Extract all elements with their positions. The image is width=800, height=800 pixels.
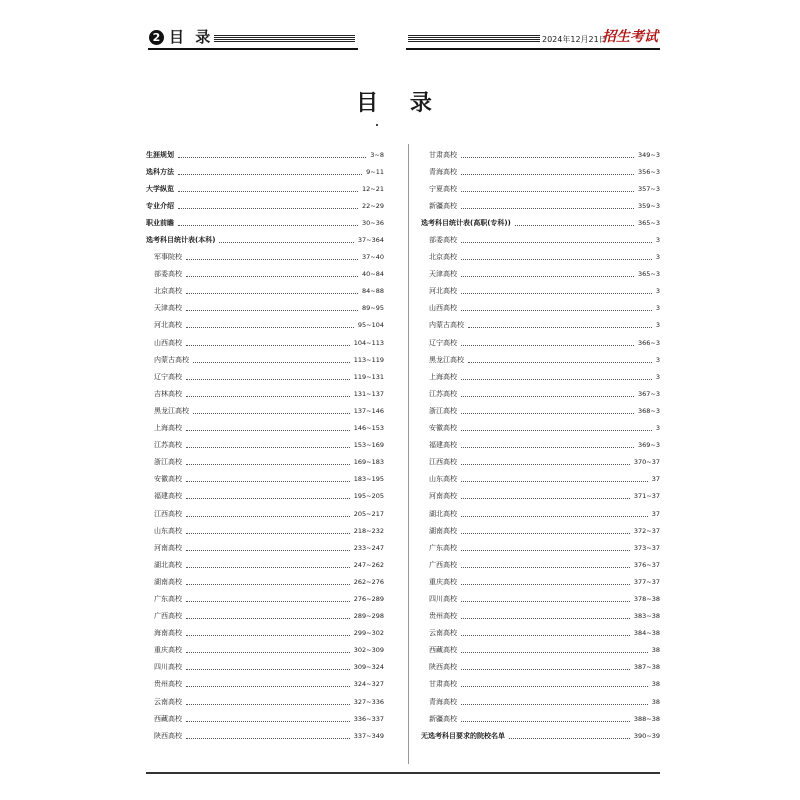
toc-dot-leader: [178, 173, 362, 175]
toc-entry-pages: 366~3: [638, 338, 660, 347]
toc-dot-leader: [178, 156, 366, 158]
toc-entry: [146, 197, 384, 214]
toc-entry-pages: 367~3: [638, 389, 660, 398]
toc-entry-label: 贵州高校: [154, 680, 182, 689]
toc-entry-pages: 356~3: [638, 167, 660, 176]
toc-dot-leader: [186, 446, 350, 448]
toc-dot-leader: [186, 326, 354, 328]
toc-entry-pages: 84~88: [362, 287, 384, 296]
toc-entry: [421, 505, 660, 522]
toc-entry: [421, 488, 660, 505]
toc-entry-pages: 299~302: [353, 629, 384, 638]
toc-dot-leader: [461, 532, 630, 534]
toc-entry-label: 福建高校: [154, 492, 182, 501]
toc-entry-pages: 309~324: [353, 663, 384, 672]
toc-entry: [146, 693, 384, 710]
toc-entry-pages: 373~37: [633, 543, 660, 552]
toc-entry: [146, 334, 384, 351]
toc-entry-pages: 3: [655, 355, 660, 364]
toc-entry: [421, 368, 660, 385]
header-brand-logo: 招生考试: [602, 29, 658, 45]
toc-entry: [146, 368, 384, 385]
toc-entry: [146, 283, 384, 300]
toc-entry-pages: 137~146: [353, 406, 384, 415]
toc-entry-label: 湖南高校: [429, 526, 457, 535]
toc-entry-pages: 378~38: [633, 594, 660, 603]
toc-dot-leader: [186, 634, 350, 636]
toc-entry: [146, 163, 384, 180]
toc-dot-leader: [461, 173, 634, 175]
toc-dot-leader: [461, 309, 652, 311]
toc-entry: [146, 625, 384, 642]
toc-dot-leader: [461, 634, 630, 636]
toc-entry-pages: 153~169: [353, 441, 384, 450]
toc-entry: [146, 437, 384, 454]
toc-entry: [146, 300, 384, 317]
toc-entry-pages: 384~38: [633, 629, 660, 638]
toc-entry-pages: 302~309: [353, 646, 384, 655]
page-number-badge: 2: [149, 30, 164, 45]
toc-entry-label: 江苏高校: [154, 441, 182, 450]
toc-entry-pages: 3: [655, 304, 660, 313]
toc-entry: [421, 317, 660, 334]
toc-dot-leader: [468, 361, 652, 363]
toc-entry-pages: 383~38: [633, 612, 660, 621]
toc-entry-label: 辽宁高校: [429, 338, 457, 347]
toc-entry-label: 甘肃高校: [429, 150, 457, 159]
toc-entry: [421, 300, 660, 317]
toc-entry-pages: 372~37: [633, 526, 660, 535]
toc-entry: [421, 197, 660, 214]
toc-dot-leader: [186, 600, 350, 602]
toc-entry-pages: 119~131: [353, 372, 384, 381]
toc-entry-label: 山东高校: [429, 475, 457, 484]
toc-entry: [421, 590, 660, 607]
toc-entry: [146, 214, 384, 231]
toc-entry-label: 河北高校: [429, 287, 457, 296]
toc-entry: [421, 385, 660, 402]
toc-entry-pages: 336~337: [353, 714, 384, 723]
toc-entry-pages: 104~113: [353, 338, 384, 347]
toc-dot-leader: [186, 651, 350, 653]
toc-dot-leader: [461, 241, 652, 243]
toc-entry: [146, 573, 384, 590]
toc-entry: [146, 676, 384, 693]
toc-entry: [146, 710, 384, 727]
toc-dot-leader: [186, 668, 350, 670]
toc-entry-label: 湖北高校: [154, 560, 182, 569]
toc-entry-label: 吉林高校: [154, 389, 182, 398]
toc-dot-leader: [461, 156, 634, 158]
toc-entry-pages: 337~349: [353, 731, 384, 740]
toc-dot-leader: [461, 412, 634, 414]
toc-entry: [421, 266, 660, 283]
toc-entry: [146, 317, 384, 334]
toc-entry-pages: 40~84: [362, 270, 384, 279]
toc-entry-label: 甘肃高校: [429, 680, 457, 689]
toc-dot-leader: [186, 463, 350, 465]
toc-dot-leader: [461, 703, 648, 705]
toc-entry: [146, 659, 384, 676]
toc-entry-pages: 390~39: [633, 731, 660, 740]
toc-entry-pages: 3: [655, 236, 660, 245]
toc-entry: [146, 556, 384, 573]
toc-entry: [146, 505, 384, 522]
toc-entry-label: 无选考科目要求的院校名单: [421, 731, 505, 740]
toc-entry-pages: 324~327: [353, 680, 384, 689]
toc-dot-leader: [461, 344, 634, 346]
toc-entry-pages: 30~36: [362, 218, 384, 227]
toc-entry-pages: 388~38: [633, 714, 660, 723]
toc-entry-label: 河南高校: [154, 543, 182, 552]
toc-entry-label: 生涯规划: [146, 150, 174, 159]
toc-entry: [421, 539, 660, 556]
toc-entry-label: 安徽高校: [429, 424, 457, 433]
toc-entry-pages: 3~8: [370, 150, 384, 159]
toc-entry-label: 内蒙古高校: [154, 355, 189, 364]
toc-entry: [421, 146, 660, 163]
toc-entry: [146, 385, 384, 402]
toc-entry: [146, 642, 384, 659]
toc-dot-leader: [186, 532, 350, 534]
column-divider: [408, 144, 409, 764]
toc-entry-pages: 12~21: [362, 184, 384, 193]
toc-entry-label: 重庆高校: [429, 577, 457, 586]
toc-entry-label: 云南高校: [154, 697, 182, 706]
toc-entry-label: 部委高校: [154, 270, 182, 279]
toc-entry-label: 宁夏高校: [429, 184, 457, 193]
toc-entry-label: 上海高校: [154, 424, 182, 433]
toc-entry-pages: 37~40: [362, 253, 384, 262]
toc-entry-pages: 37: [651, 475, 660, 484]
toc-dot-leader: [186, 429, 350, 431]
toc-entry-label: 山西高校: [154, 338, 182, 347]
toc-entry-label: 天津高校: [154, 304, 182, 313]
toc-entry-pages: 276~289: [353, 594, 384, 603]
toc-dot-leader: [461, 395, 634, 397]
toc-dot-leader: [461, 617, 630, 619]
toc-entry-pages: 38: [651, 697, 660, 706]
header-section-title: 目 录: [169, 28, 214, 46]
toc-entry-label: 山东高校: [154, 526, 182, 535]
toc-entry: [421, 659, 660, 676]
toc-entry: [421, 471, 660, 488]
toc-entry-pages: 349~3: [638, 150, 660, 159]
toc-entry-label: 四川高校: [429, 594, 457, 603]
toc-entry-pages: 205~217: [353, 509, 384, 518]
toc-dot-leader: [186, 292, 358, 294]
toc-entry-pages: 247~262: [353, 560, 384, 569]
toc-entry-pages: 365~3: [638, 270, 660, 279]
toc-entry: [421, 163, 660, 180]
toc-entry-label: 重庆高校: [154, 646, 182, 655]
toc-entry: [421, 249, 660, 266]
toc-dot-leader: [186, 480, 350, 482]
toc-dot-leader: [186, 549, 350, 551]
toc-entry: [421, 214, 660, 231]
toc-dot-leader: [186, 515, 350, 517]
toc-dot-leader: [186, 344, 350, 346]
toc-entry: [146, 146, 384, 163]
toc-entry: [146, 727, 384, 744]
toc-entry: [421, 522, 660, 539]
toc-entry-label: 选考科目统计表(高职(专科)): [421, 218, 511, 227]
toc-entry-pages: 183~195: [353, 475, 384, 484]
toc-dot-leader: [461, 275, 634, 277]
toc-entry-label: 黑龙江高校: [154, 406, 189, 415]
toc-entry-pages: 289~298: [353, 612, 384, 621]
toc-entry-label: 浙江高校: [154, 458, 182, 467]
toc-page: [140, 20, 660, 780]
toc-entry-pages: 113~119: [353, 355, 384, 364]
toc-entry: [421, 334, 660, 351]
toc-dot-leader: [461, 497, 630, 499]
toc-entry: [421, 710, 660, 727]
toc-entry-label: 大学纵览: [146, 184, 174, 193]
toc-entry-label: 陕西高校: [429, 663, 457, 672]
toc-entry: [146, 266, 384, 283]
toc-entry-label: 江西高校: [154, 509, 182, 518]
toc-entry: [421, 693, 660, 710]
header-rule-right: [408, 34, 540, 42]
toc-entry-pages: 377~37: [633, 577, 660, 586]
toc-entry-label: 选考科目统计表(本科): [146, 236, 216, 245]
toc-entry-label: 专业介绍: [146, 201, 174, 210]
toc-entry: [421, 231, 660, 248]
toc-entry-label: 江苏高校: [429, 389, 457, 398]
toc-entry-pages: 376~37: [633, 560, 660, 569]
toc-entry-pages: 195~205: [353, 492, 384, 501]
toc-entry-pages: 89~95: [362, 304, 384, 313]
toc-dot-leader: [193, 361, 350, 363]
toc-dot-leader: [461, 292, 652, 294]
toc-entry: [421, 180, 660, 197]
toc-entry-label: 广西高校: [429, 560, 457, 569]
toc-dot-leader: [461, 651, 648, 653]
toc-entry-label: 新疆高校: [429, 714, 457, 723]
toc-entry-pages: 371~37: [633, 492, 660, 501]
toc-entry: [146, 180, 384, 197]
toc-entry: [146, 249, 384, 266]
toc-right-column: [421, 146, 660, 744]
toc-dot-leader: [186, 703, 350, 705]
toc-entry-label: 湖南高校: [154, 577, 182, 586]
toc-entry-pages: 370~37: [633, 458, 660, 467]
toc-entry-pages: 38: [651, 680, 660, 689]
toc-entry-pages: 38: [651, 646, 660, 655]
toc-dot-leader: [461, 429, 652, 431]
header-rule-left: [214, 34, 355, 42]
toc-entry-pages: 218~232: [353, 526, 384, 535]
toc-entry: [421, 437, 660, 454]
toc-entry: [421, 402, 660, 419]
toc-dot-leader: [461, 258, 652, 260]
toc-dot-leader: [193, 412, 350, 414]
toc-entry-label: 西藏高校: [429, 646, 457, 655]
toc-dot-leader: [186, 378, 350, 380]
toc-entry: [146, 471, 384, 488]
toc-entry-label: 河南高校: [429, 492, 457, 501]
toc-entry: [421, 625, 660, 642]
toc-dot-leader: [186, 395, 350, 397]
page-header: [140, 20, 660, 50]
toc-entry: [421, 454, 660, 471]
toc-entry: [421, 283, 660, 300]
toc-entry-label: 军事院校: [154, 253, 182, 262]
toc-entry: [146, 402, 384, 419]
toc-dot-leader: [461, 685, 648, 687]
toc-entry-pages: 9~11: [366, 167, 384, 176]
toc-entry-pages: 365~3: [638, 218, 660, 227]
toc-dot-leader: [461, 668, 630, 670]
toc-entry-label: 北京高校: [429, 253, 457, 262]
toc-dot-leader: [178, 224, 358, 226]
toc-entry: [421, 573, 660, 590]
toc-dot-leader: [186, 617, 350, 619]
toc-entry-label: 内蒙古高校: [429, 321, 464, 330]
toc-dot-leader: [186, 583, 350, 585]
toc-dot-leader: [186, 258, 358, 260]
toc-entry-label: 河北高校: [154, 321, 182, 330]
toc-entry-label: 职业前瞻: [146, 218, 174, 227]
toc-entry-pages: 359~3: [638, 201, 660, 210]
toc-entry-label: 黑龙江高校: [429, 355, 464, 364]
toc-dot-leader: [186, 685, 350, 687]
toc-entry-label: 广东高校: [429, 543, 457, 552]
toc-dot-leader: [186, 275, 358, 277]
toc-entry: [146, 454, 384, 471]
page-title: 目 录: [356, 91, 444, 116]
toc-entry: [421, 556, 660, 573]
toc-left-column: [146, 146, 384, 744]
toc-dot-leader: [515, 224, 634, 226]
toc-entry: [146, 590, 384, 607]
toc-entry: [146, 351, 384, 368]
toc-entry: [421, 727, 660, 744]
toc-dot-leader: [461, 720, 630, 722]
toc-entry-pages: 369~3: [638, 441, 660, 450]
toc-dot-leader: [461, 207, 634, 209]
toc-dot-leader: [461, 566, 630, 568]
toc-entry-label: 青海高校: [429, 697, 457, 706]
toc-entry-label: 广西高校: [154, 612, 182, 621]
toc-entry-label: 山西高校: [429, 304, 457, 313]
header-date: 2024年12月21日: [542, 35, 607, 44]
toc-dot-leader: [468, 326, 652, 328]
toc-entry: [146, 539, 384, 556]
toc-entry-pages: 387~38: [633, 663, 660, 672]
header-underline-left: [148, 48, 358, 50]
toc-entry-label: 云南高校: [429, 629, 457, 638]
toc-entry-label: 北京高校: [154, 287, 182, 296]
toc-entry-pages: 368~3: [638, 406, 660, 415]
toc-entry-label: 海南高校: [154, 629, 182, 638]
toc-dot-leader: [186, 720, 350, 722]
toc-dot-leader: [186, 309, 358, 311]
toc-dot-leader: [509, 737, 630, 739]
toc-entry: [421, 676, 660, 693]
toc-dot-leader: [178, 207, 358, 209]
toc-entry-label: 福建高校: [429, 441, 457, 450]
toc-entry-pages: 3: [655, 372, 660, 381]
toc-dot-leader: [461, 515, 648, 517]
toc-entry-pages: 146~153: [353, 424, 384, 433]
toc-dot-leader: [461, 378, 652, 380]
toc-dot-leader: [178, 190, 358, 192]
toc-entry: [421, 351, 660, 368]
toc-entry-pages: 3: [655, 253, 660, 262]
toc-entry-label: 浙江高校: [429, 406, 457, 415]
toc-entry-pages: 3: [655, 287, 660, 296]
toc-entry: [146, 231, 384, 248]
toc-entry-label: 江西高校: [429, 458, 457, 467]
toc-dot-leader: [461, 480, 648, 482]
print-speck: [376, 124, 378, 126]
toc-entry-label: 选科方法: [146, 167, 174, 176]
toc-entry-label: 湖北高校: [429, 509, 457, 518]
toc-dot-leader: [461, 600, 630, 602]
toc-entry-label: 安徽高校: [154, 475, 182, 484]
toc-entry-pages: 3: [655, 321, 660, 330]
toc-dot-leader: [186, 737, 350, 739]
toc-entry-pages: 131~137: [353, 389, 384, 398]
toc-dot-leader: [461, 583, 630, 585]
toc-entry-pages: 262~276: [353, 577, 384, 586]
toc-entry: [146, 522, 384, 539]
toc-dot-leader: [461, 549, 630, 551]
toc-entry: [421, 642, 660, 659]
toc-entry-pages: 327~336: [353, 697, 384, 706]
toc-entry-label: 新疆高校: [429, 201, 457, 210]
toc-dot-leader: [186, 566, 350, 568]
toc-dot-leader: [461, 190, 634, 192]
toc-entry: [421, 420, 660, 437]
toc-entry-pages: 3: [655, 424, 660, 433]
toc-dot-leader: [461, 463, 630, 465]
toc-dot-leader: [461, 446, 634, 448]
toc-entry: [146, 608, 384, 625]
toc-entry-pages: 169~183: [353, 458, 384, 467]
toc-entry: [146, 420, 384, 437]
toc-entry-label: 上海高校: [429, 372, 457, 381]
footer-rule: [146, 772, 660, 774]
toc-entry-label: 四川高校: [154, 663, 182, 672]
toc-entry-pages: 22~29: [362, 201, 384, 210]
toc-entry-label: 广东高校: [154, 594, 182, 603]
toc-entry-label: 贵州高校: [429, 612, 457, 621]
toc-entry-label: 陕西高校: [154, 731, 182, 740]
toc-entry-label: 天津高校: [429, 270, 457, 279]
toc-entry-label: 辽宁高校: [154, 372, 182, 381]
toc-entry-pages: 233~247: [353, 543, 384, 552]
toc-entry-pages: 95~104: [357, 321, 384, 330]
header-underline-right: [406, 48, 660, 50]
toc-entry: [146, 488, 384, 505]
toc-entry-label: 部委高校: [429, 236, 457, 245]
toc-dot-leader: [186, 497, 350, 499]
toc-entry: [421, 608, 660, 625]
toc-dot-leader: [219, 241, 353, 243]
toc-entry-label: 西藏高校: [154, 714, 182, 723]
toc-entry-pages: 357~3: [638, 184, 660, 193]
toc-entry-pages: 37: [651, 509, 660, 518]
toc-entry-pages: 37~364: [357, 236, 384, 245]
toc-entry-label: 青海高校: [429, 167, 457, 176]
